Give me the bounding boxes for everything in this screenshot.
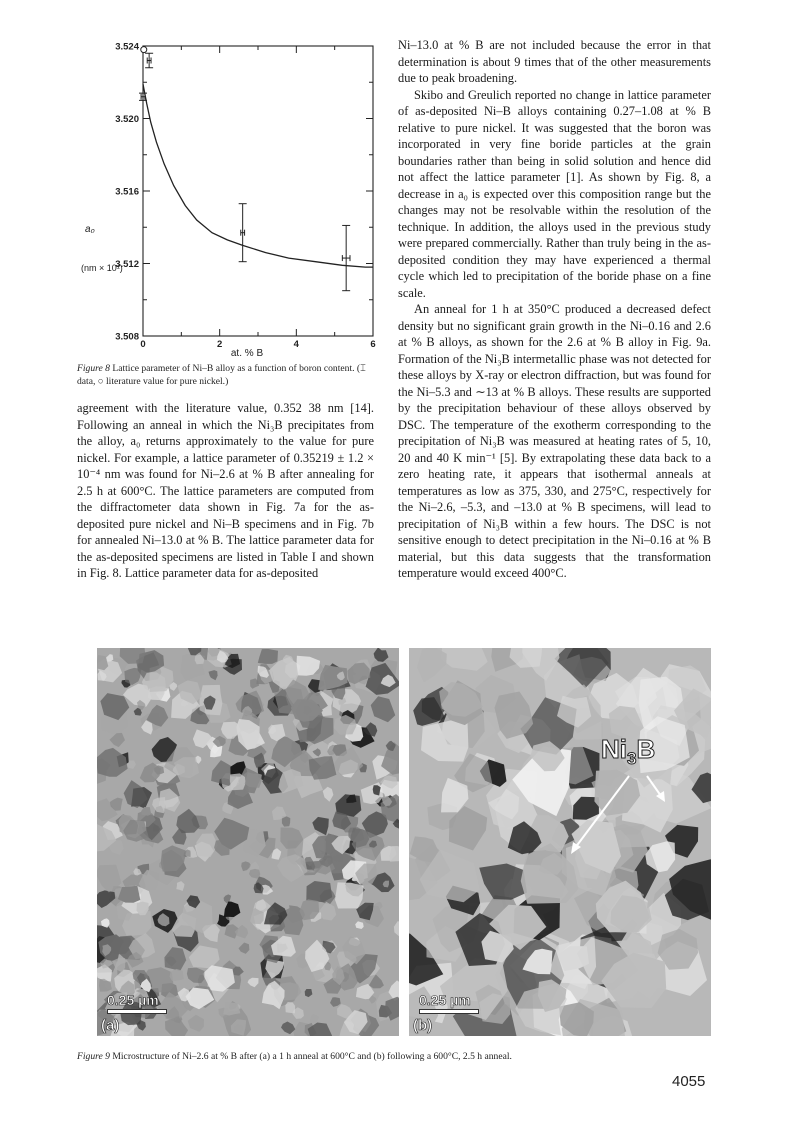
grain	[309, 756, 337, 780]
right-paragraph-1: Ni–13.0 at % B are not included because the error in that determination is about 9 times that of the other measurements due to peak broadening.	[398, 38, 711, 85]
data-symbol-icon: ⌶	[360, 363, 366, 374]
left-column-text	[77, 400, 374, 582]
page-number: 4055	[672, 1073, 706, 1090]
chart-tick-labels	[115, 42, 375, 351]
chart-data-points	[139, 47, 350, 291]
phase-label-b: B	[636, 734, 656, 764]
scale-bar-b-text: 0.25 µm	[419, 992, 471, 1008]
micrograph-b	[409, 648, 711, 1036]
right-column-text	[398, 37, 711, 582]
right-paragraph-2: Skibo and Greulich reported no change in lattice parameter of as-deposited Ni–B alloys containing 0.27–1.08 at % B relative to pure nickel. It was suggested that the boron was incorporated in very fine boride particles at the grain boundaries rather than being in solid solution and hence did not affect the lattice parameter [1]. As shown by Fig. 8, a decrease in a₀ is expected over this composition range but the changes may not be resolvable within the resolution of the technique. In addition, the alloys used in the previous study were prepared commercially. Rather than truly being in the as-deposited condition they may have experienced a thermal cycle which led to precipitation of the boride phase on a fine scale.	[398, 87, 711, 300]
x-tick-label: 6	[370, 339, 376, 350]
y-axis-unit: (nm × 10¹)	[81, 263, 123, 273]
left-paragraph-1: agreement with the literature value, 0.352 38 nm [14]. Following an anneal in which the Ni₃B precipitates from the alloy, a₀ returns approximately to the value for pure nickel. For example, a lattice parameter of 0.35219 ± 1.2 × 10⁻⁴ nm was found for Ni–2.6 at % B after annealing for 2.5 h at 600°C. The lattice parameters are computed from the diffractometer data shown in Fig. 7a for the as-deposited pure nickel and Ni–B specimens and in Fig. 7b for annealed Ni–13.0 at % B. The lattice parameter data for the as-deposited specimens are listed in Table I and shown in Fig. 8. Lattice parameter data for as-deposited	[77, 401, 374, 580]
x-axis-label: at. % B	[230, 348, 264, 359]
y-tick-label: 3.516	[115, 186, 139, 198]
panel-label-a: (a)	[101, 1017, 120, 1034]
scale-bar-a-text: 0.25 µm	[107, 992, 159, 1008]
y-tick-label: 3.524	[115, 41, 139, 53]
scale-bar-b	[419, 992, 479, 1014]
lattice-parameter-chart	[77, 34, 382, 360]
micrograph-a-image	[97, 648, 399, 1036]
y-tick-label: 3.520	[115, 114, 139, 125]
ni3b-phase-label	[601, 734, 655, 769]
figure8-caption-legend-data: data,	[77, 376, 96, 387]
phase-label-ni: Ni	[601, 734, 627, 764]
y-axis-label: a₀	[85, 224, 95, 235]
figure8-caption-legend-lit: literature value for pure nickel.)	[106, 376, 229, 387]
scale-bar-a	[107, 992, 167, 1014]
figure8-caption-label: Figure 8	[77, 363, 110, 374]
literature-point	[141, 47, 147, 53]
phase-label-sub: 3	[627, 749, 637, 769]
figure9-caption-text: Microstructure of Ni–2.6 at % B after (a) a 1 h anneal at 600°C and (b) following a 600°C, 2.5 h anneal.	[112, 1051, 512, 1062]
y-tick-label: 3.512	[115, 259, 139, 270]
grain	[335, 882, 364, 908]
figure9-caption	[77, 1050, 717, 1063]
y-tick-label: 3.508	[115, 331, 139, 343]
grain	[230, 773, 246, 790]
figure8-caption	[77, 362, 377, 388]
figure9-caption-label: Figure 9	[77, 1051, 110, 1062]
scale-bar-a-line	[107, 1009, 167, 1014]
micrograph-a	[97, 648, 399, 1036]
right-paragraph-3: An anneal for 1 h at 350°C produced a decreased defect density but no significant grain growth in the Ni–0.16 and 2.6 at % B alloys, as shown for the 2.6 at % B alloy in Fig. 9a. Formation of the Ni₃B intermetallic phase was not detected for these alloys by X-ray or electron diffraction, but was found for the Ni–5.3 and ∼13 at % B alloys. These results are supported by the precipitation behaviour of these alloys observed by DSC. The temperature of the exotherm corresponding to the precipitation of Ni₃B was measured at heating rates of 5, 10, 20 and 40 K min⁻¹ [5]. By extrapolating these data back to a zero heating rate, it appears that isothermal anneals at temperatures as low as 375, 330, and 275°C, respectively for the Ni–2.6, –5.3, and –13.0 at % B specimens, will lead to precipitation of Ni₃B within a few hours. The DSC is not sensitive enough to detect precipitation in the Ni–0.16 at % B material, but this data suggests that the transformation temperature would exceed 400°C.	[398, 302, 711, 580]
x-tick-label: 0	[140, 339, 146, 350]
scale-bar-b-line	[419, 1009, 479, 1014]
figure8-caption-text: Lattice parameter of Ni–B alloy as a function of boron content. (	[112, 363, 361, 374]
grain	[306, 881, 332, 902]
x-tick-label: 4	[293, 339, 299, 350]
micrograph-b-image	[409, 648, 711, 1036]
literature-symbol-icon: ○	[97, 376, 104, 387]
lattice-parameter-curve	[143, 84, 373, 267]
panel-label-b: (b)	[413, 1017, 433, 1034]
x-tick-label: 2	[217, 339, 223, 350]
grain	[245, 772, 262, 788]
